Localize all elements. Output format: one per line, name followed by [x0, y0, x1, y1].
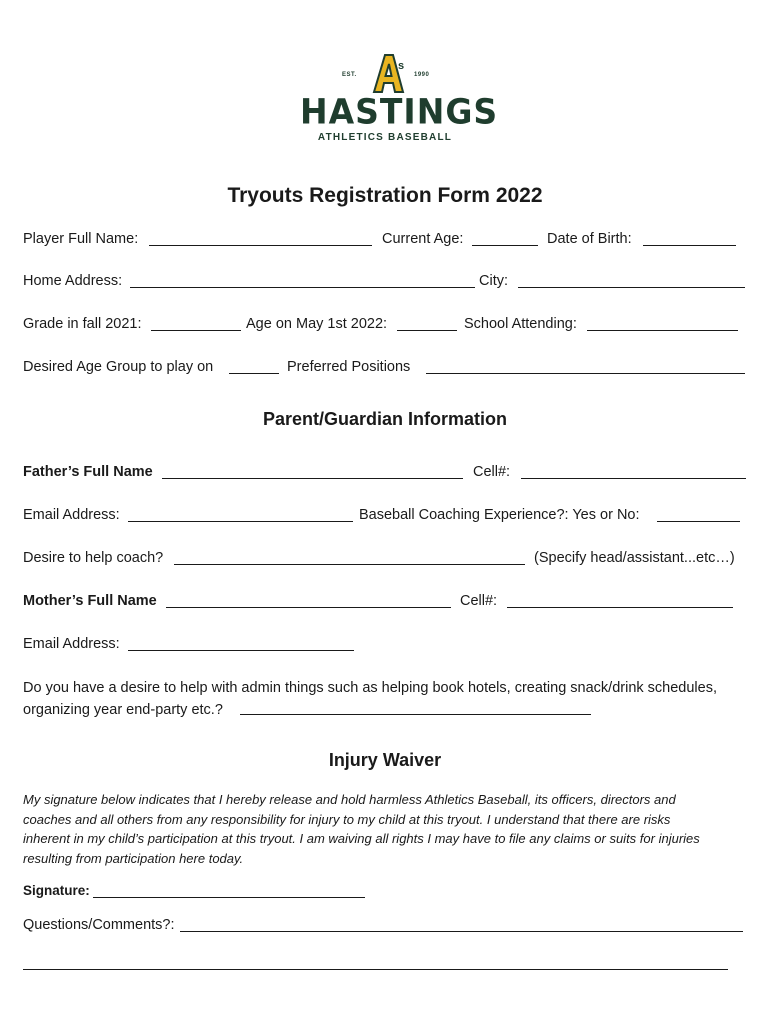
mother-row — [23, 593, 748, 613]
logo-name: HASTINGS — [300, 91, 499, 132]
father-cell-label: Cell#: — [473, 464, 511, 480]
grade-label: Grade in fall 2021: — [23, 316, 142, 332]
mother-email-label: Email Address: — [23, 636, 120, 652]
age-group-field[interactable] — [229, 373, 279, 374]
coaching-experience-field[interactable] — [657, 521, 740, 522]
father-cell-field[interactable] — [521, 478, 746, 479]
admin-question-line-1: Do you have a desire to help with admin things such as helping book hotels, creating snack/drink schedules, — [23, 680, 717, 696]
logo-subtitle: ATHLETICS BASEBALL — [317, 132, 453, 143]
coaching-experience-label: Baseball Coaching Experience?: Yes or No: — [359, 507, 640, 523]
player-name-label: Player Full Name: — [23, 231, 139, 247]
specify-note: (Specify head/assistant...etc…) — [534, 550, 735, 566]
questions-row — [23, 917, 748, 937]
dob-label: Date of Birth: — [547, 231, 632, 247]
admin-help-field[interactable] — [240, 714, 591, 715]
city-label: City: — [479, 273, 508, 289]
father-row — [23, 464, 748, 484]
city-field[interactable] — [518, 287, 745, 288]
questions-field-line-2[interactable] — [23, 969, 728, 970]
logo-year: 1990 — [414, 72, 430, 78]
svg-text:s: s — [398, 60, 405, 72]
logo-est: EST. — [342, 72, 357, 78]
mother-name-field[interactable] — [166, 607, 451, 608]
father-email-field[interactable] — [128, 521, 353, 522]
home-address-field[interactable] — [130, 287, 475, 288]
mother-cell-label: Cell#: — [460, 593, 498, 609]
questions-row-2 — [23, 955, 748, 975]
form-title: Tryouts Registration Form 2022 — [227, 184, 543, 207]
grade-field[interactable] — [151, 330, 241, 331]
desire-coach-row — [23, 550, 748, 570]
school-field[interactable] — [587, 330, 738, 331]
signature-row — [23, 883, 748, 903]
age-may-label: Age on May 1st 2022: — [246, 316, 388, 332]
athletics-a-icon — [368, 52, 408, 94]
father-name-field[interactable] — [162, 478, 463, 479]
questions-label: Questions/Comments?: — [23, 917, 175, 933]
player-row-3 — [23, 316, 748, 336]
positions-field[interactable] — [426, 373, 745, 374]
current-age-label: Current Age: — [382, 231, 464, 247]
mother-email-row — [23, 636, 748, 656]
waiver-section-title: Injury Waiver — [328, 750, 442, 770]
admin-question — [23, 677, 753, 721]
father-email-label: Email Address: — [23, 507, 120, 523]
mother-name-label: Mother’s Full Name — [23, 593, 157, 609]
age-group-label: Desired Age Group to play on — [23, 359, 214, 375]
school-label: School Attending: — [464, 316, 577, 332]
waiver-line-1: My signature below indicates that I hereby release and hold harmless Athletics Baseball, its officers, directors and — [23, 792, 676, 807]
waiver-line-3: inherent in my child’s participation at this tryout. I am waiving all rights I may have to file any claims or suits for injuries — [23, 831, 700, 846]
waiver-line-4: resulting from participation here today. — [23, 850, 244, 866]
player-row-2 — [23, 273, 748, 293]
father-name-label: Father’s Full Name — [23, 464, 153, 480]
admin-question-line-2: organizing year end-party etc.? — [23, 702, 223, 718]
desire-coach-label: Desire to help coach? — [23, 550, 164, 566]
mother-email-field[interactable] — [128, 650, 354, 651]
team-logo — [300, 50, 499, 145]
waiver-text — [23, 790, 753, 868]
age-may-field[interactable] — [397, 330, 457, 331]
home-address-label: Home Address: — [23, 273, 123, 289]
waiver-line-2: coaches and all others from any responsibility for injury to my child at this tryout. I understand that there are risks — [23, 811, 671, 827]
desire-coach-field[interactable] — [174, 564, 525, 565]
signature-label: Signature: — [23, 883, 90, 898]
player-row-4 — [23, 359, 748, 379]
father-email-row — [23, 507, 748, 527]
dob-field[interactable] — [643, 245, 736, 246]
positions-label: Preferred Positions — [287, 359, 411, 375]
player-row-1 — [23, 231, 748, 251]
mother-cell-field[interactable] — [507, 607, 733, 608]
parent-section-title: Parent/Guardian Information — [262, 409, 508, 429]
player-name-field[interactable] — [149, 245, 372, 246]
questions-field[interactable] — [180, 931, 743, 932]
current-age-field[interactable] — [472, 245, 538, 246]
signature-field[interactable] — [93, 897, 365, 898]
